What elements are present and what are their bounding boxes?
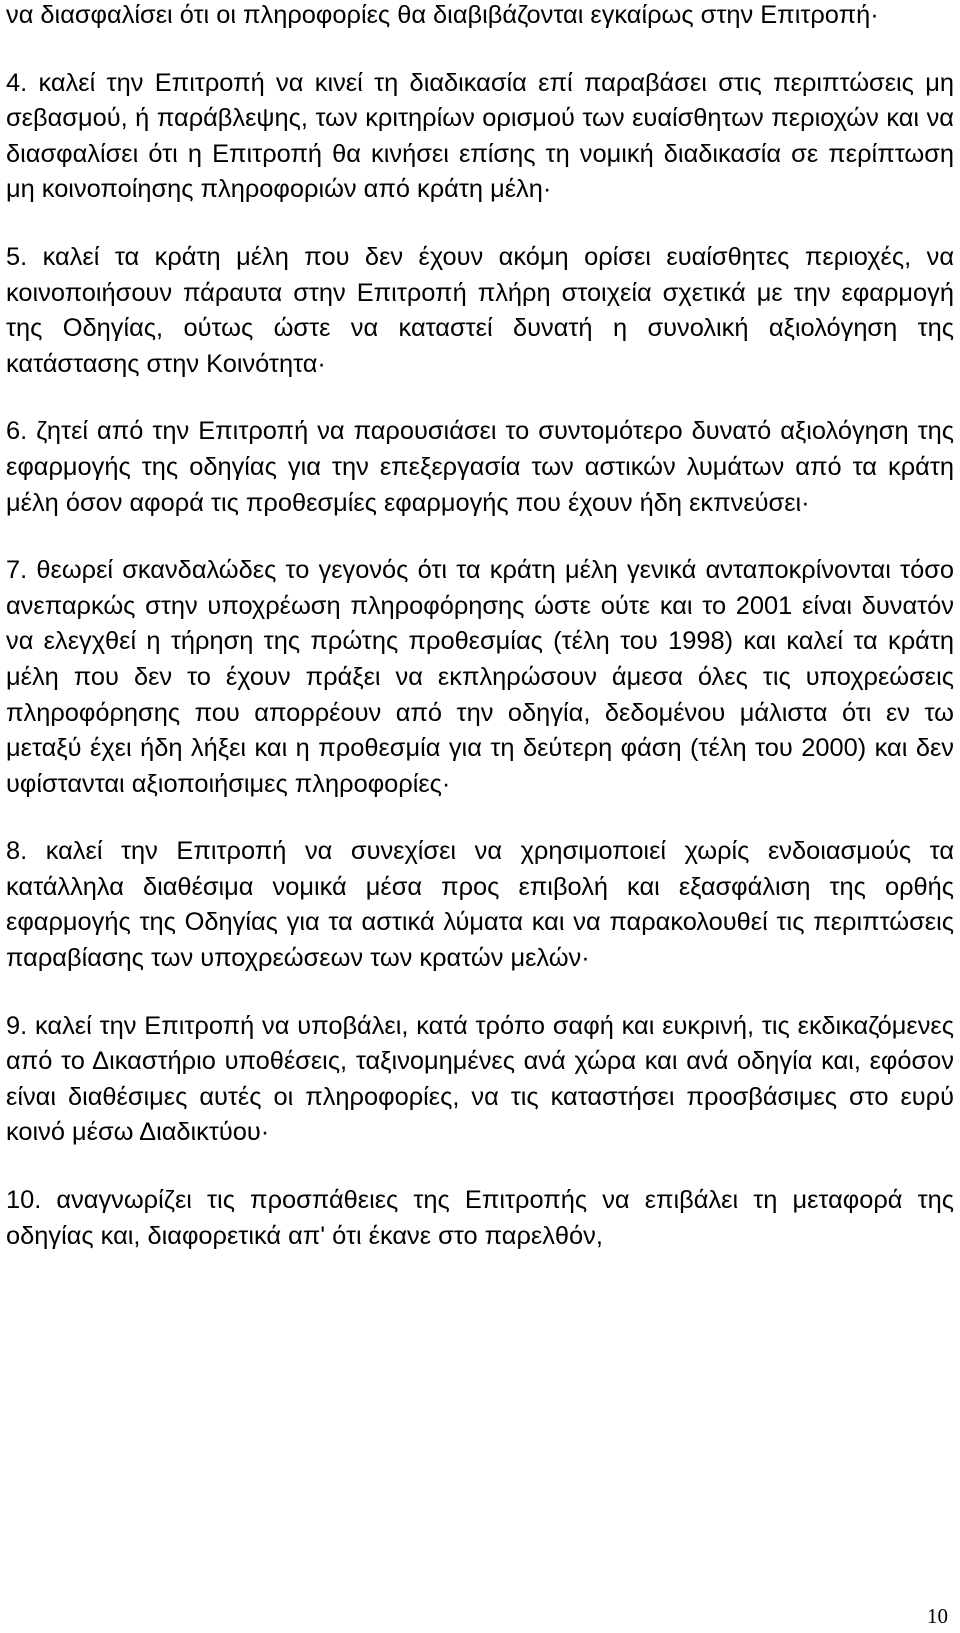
paragraph-9: 9. καλεί την Επιτροπή να υποβάλει, κατά τρόπο σαφή και ευκρινή, τις εκδικαζόμενες από το Δικαστήριο υποθέσεις, ταξινομημένες ανά χώρα και ανά οδηγία και, εφόσον είναι διαθέσιμες αυτές οι πληροφορίες, να τις καταστήσει προσβάσιμες στο ευρύ κοινό μέσω Διαδικτύου· — [6, 1011, 954, 1147]
paragraph-5: 5. καλεί τα κράτη μέλη που δεν έχουν ακόμη ορίσει ευαίσθητες περιοχές, να κοινοποιήσουν πάραυτα στην Επιτροπή πλήρη στοιχεία σχετικά με την εφαρμογή της Οδηγίας, ούτως ώστε να καταστεί δυνατή η συνολική αξιολόγηση της κατάστασης στην Κοινότητα· — [6, 242, 954, 378]
paragraph-4: 4. καλεί την Επιτροπή να κινεί τη διαδικασία επί παραβάσει στις περιπτώσεις μη σεβασμού, ή παράβλεψης, των κριτηρίων ορισμού των ευαίσθητων περιοχών και να διασφαλίσει ότι η Επιτροπή θα κινήσει επίσης τη νομική διαδικασία σε περίπτωση μη κοινοποίησης πληροφοριών από κράτη μέλη· — [6, 68, 954, 204]
paragraph-gap — [6, 34, 954, 66]
paragraph-gap — [6, 1151, 954, 1183]
paragraph-8: 8. καλεί την Επιτροπή να συνεχίσει να χρησιμοποιεί χωρίς ενδοιασμούς τα κατάλληλα διαθέσιμα νομικά μέσα προς επιβολή και εξασφάλιση της ορθής εφαρμογής της Οδηγίας για τα αστικά λύματα και να παρακολουθεί τις περιπτώσεις παραβίασης των υποχρεώσεων των κρατών μελών· — [6, 837, 954, 973]
paragraph-continuation: να διασφαλίσει ότι οι πληροφορίες θα διαβιβάζονται εγκαίρως στην Επιτροπή· — [6, 1, 879, 29]
paragraph-gap — [6, 521, 954, 553]
paragraph-gap — [6, 382, 954, 414]
document-page — [6, 0, 954, 1254]
paragraph-gap — [6, 802, 954, 834]
paragraph-6: 6. ζητεί από την Επιτροπή να παρουσιάσει το συντομότερο δυνατό αξιολόγηση της εφαρμογής της οδηγίας για την επεξεργασία των αστικών λυμάτων από τα κράτη μέλη όσον αφορά τις προθεσμίες εφαρμογής που έχουν ήδη εκπνεύσει· — [6, 417, 954, 517]
paragraph-7: 7. θεωρεί σκανδαλώδες το γεγονός ότι τα κράτη μέλη γενικά ανταποκρίνονται τόσο ανεπαρκώς στην υποχρέωση πληροφόρησης ώστε ούτε και το 2001 είναι δυνατόν να ελεγχθεί η τήρηση της πρώτης προθεσμίας (τέλη του 1998) και καλεί τα κράτη μέλη που δεν το έχουν πράξει να εκπληρώσουν άμεσα όλες τις υποχρεώσεις πληροφόρησης που απορρέουν από την οδηγία, δεδομένου μάλιστα ότι εν τω μεταξύ έχει ήδη λήξει και η προθεσμία για τη δεύτερη φάση (τέλη του 2000) και δεν υφίστανται αξιοποιήσιμες πληροφορίες· — [6, 556, 954, 798]
page-number: 10 — [927, 1604, 948, 1628]
paragraph-gap — [6, 977, 954, 1009]
paragraph-gap — [6, 208, 954, 240]
paragraph-10: 10. αναγνωρίζει τις προσπάθειες της Επιτροπής να επιβάλει τη μεταφορά της οδηγίας και, διαφορετικά απ' ότι έκανε στο παρελθόν, — [6, 1186, 954, 1250]
